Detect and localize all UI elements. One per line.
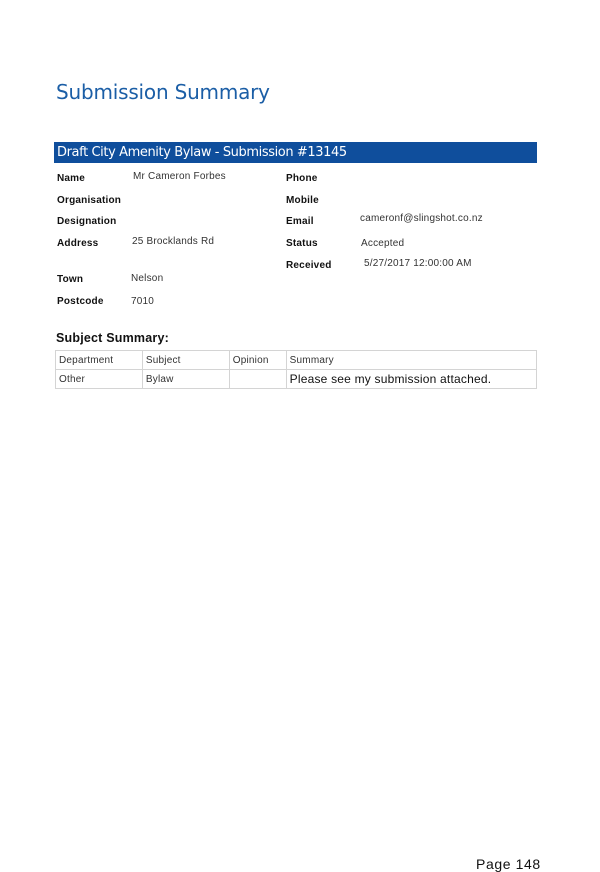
- header-opinion: Opinion: [229, 351, 286, 370]
- organisation-label: Organisation: [57, 195, 122, 206]
- submission-header-bar: Draft City Amenity Bylaw - Submission #13145: [54, 142, 537, 163]
- name-label: Name: [57, 173, 86, 184]
- header-summary: Summary: [286, 351, 536, 370]
- email-label: Email: [286, 216, 314, 227]
- status-value: Accepted: [361, 238, 405, 249]
- cell-summary: Please see my submission attached.: [286, 370, 536, 389]
- phone-label: Phone: [286, 173, 318, 184]
- subject-summary-heading: Subject Summary:: [56, 331, 169, 345]
- address-label: Address: [57, 238, 99, 249]
- status-label: Status: [286, 238, 318, 249]
- received-value: 5/27/2017 12:00:00 AM: [364, 258, 472, 269]
- postcode-label: Postcode: [57, 296, 104, 307]
- town-label: Town: [57, 274, 84, 285]
- header-subject: Subject: [142, 351, 229, 370]
- table-header-row: [56, 351, 537, 370]
- page-title: Submission Summary: [56, 80, 270, 104]
- designation-label: Designation: [57, 216, 117, 227]
- postcode-value: 7010: [131, 296, 155, 307]
- cell-subject: Bylaw: [142, 370, 229, 389]
- cell-opinion: [229, 370, 286, 389]
- cell-department: Other: [56, 370, 143, 389]
- header-department: Department: [56, 351, 143, 370]
- table-row: [56, 370, 537, 389]
- address-value: 25 Brocklands Rd: [132, 236, 215, 247]
- email-value[interactable]: cameronf@slingshot.co.nz: [360, 213, 483, 224]
- subject-summary-table: [55, 350, 537, 389]
- page-number: Page 148: [476, 856, 541, 872]
- mobile-label: Mobile: [286, 195, 319, 206]
- received-label: Received: [286, 260, 332, 271]
- town-value: Nelson: [131, 273, 164, 284]
- name-value: Mr Cameron Forbes: [133, 171, 226, 182]
